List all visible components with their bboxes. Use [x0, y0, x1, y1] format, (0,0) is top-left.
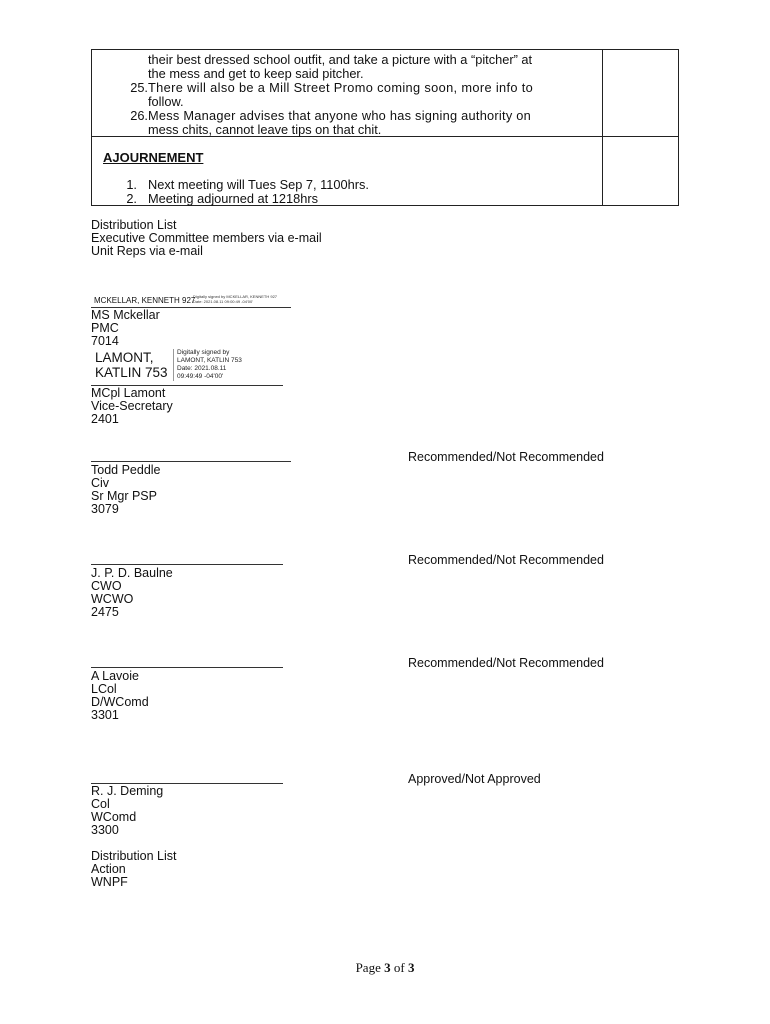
digital-signature-divider — [173, 349, 174, 381]
adjourn-number: 1. — [126, 177, 137, 192]
signer-number: 2475 — [91, 605, 119, 619]
signature-line — [91, 667, 283, 668]
signer-unit: PMC — [91, 321, 119, 335]
signer-title: Sr Mgr PSP — [91, 489, 157, 503]
minutes-table — [91, 49, 679, 206]
adjourn-number: 2. — [126, 191, 137, 206]
item-text-line: the mess and get to keep said pitcher. — [148, 66, 364, 81]
digital-signature-detail: 09:49:49 -04'00' — [177, 373, 224, 380]
signer-rank: LCol — [91, 682, 117, 696]
digital-signature-name: MCKELLAR, KENNETH 927 — [94, 296, 196, 305]
distribution-title: Distribution List — [91, 218, 177, 232]
signer-number: 7014 — [91, 334, 119, 348]
signer-number: 3301 — [91, 708, 119, 722]
signer-title: WComd — [91, 810, 137, 824]
digital-signature-detail: Date: 2021.08.11 — [177, 365, 227, 372]
digital-signature-detail: LAMONT, KATLIN 753 — [177, 357, 242, 364]
page-current: 3 — [384, 960, 391, 975]
signer-rank: CWO — [91, 579, 122, 593]
item-text-line: There will also be a Mill Street Promo coming soon, more info to — [148, 80, 534, 95]
signer-name: MCpl Lamont — [91, 386, 166, 400]
signer-name: R. J. Deming — [91, 784, 164, 798]
table-column-divider — [602, 50, 603, 205]
item-text-line: Mess Manager advises that anyone who has signing authority on — [148, 108, 532, 123]
digital-signature-detail: Digitally signed by MCKELLAR, KENNETH 927 — [193, 294, 278, 299]
digital-signature-name: LAMONT, — [95, 350, 154, 365]
signer-title: Vice-Secretary — [91, 399, 173, 413]
page-footer — [0, 960, 770, 976]
page-total: 3 — [407, 960, 415, 975]
recommendation-status: Recommended/Not Recommended — [408, 553, 604, 567]
approval-status: Approved/Not Approved — [408, 772, 541, 786]
signer-number: 2401 — [91, 412, 119, 426]
signer-rank: Civ — [91, 476, 110, 490]
signer-name: J. P. D. Baulne — [91, 566, 173, 580]
distribution-line: Unit Reps via e-mail — [91, 244, 203, 258]
distribution-title: Distribution List — [91, 849, 177, 863]
signer-number: 3079 — [91, 502, 119, 516]
adjourn-item: Meeting adjourned at 1218hrs — [148, 191, 319, 206]
signer-title: WCWO — [91, 592, 134, 606]
recommendation-status: Recommended/Not Recommended — [408, 656, 604, 670]
page-label: Page — [355, 960, 381, 975]
distribution-line: WNPF — [91, 875, 128, 889]
digital-signature-detail: Date: 2021.08.11 09:00:49 -04'00' — [193, 299, 253, 304]
signer-name: MS Mckellar — [91, 308, 160, 322]
digital-signature-name: KATLIN 753 — [95, 365, 168, 380]
signature-line — [91, 564, 283, 565]
item-number: 26. — [130, 108, 148, 123]
item-text-line: mess chits, cannot leave tips on that chit. — [148, 122, 382, 137]
distribution-line: Action — [91, 862, 126, 876]
item-text-line: their best dressed school outfit, and take a picture with a “pitcher” at — [148, 52, 533, 67]
item-text-line: follow. — [148, 94, 184, 109]
signer-name: A Lavoie — [91, 669, 139, 683]
signer-number: 3300 — [91, 823, 119, 837]
signer-name: Todd Peddle — [91, 463, 161, 477]
recommendation-status: Recommended/Not Recommended — [408, 450, 604, 464]
adjourn-item: Next meeting will Tues Sep 7, 1100hrs. — [148, 177, 369, 192]
distribution-line: Executive Committee members via e-mail — [91, 231, 322, 245]
signer-title: D/WComd — [91, 695, 149, 709]
item-number: 25. — [130, 80, 148, 95]
digital-signature-detail: Digitally signed by — [177, 349, 230, 356]
signer-rank: Col — [91, 797, 110, 811]
signature-line — [91, 461, 291, 462]
page-of: of — [393, 960, 405, 975]
section-heading: AJOURNEMENT — [103, 150, 204, 165]
